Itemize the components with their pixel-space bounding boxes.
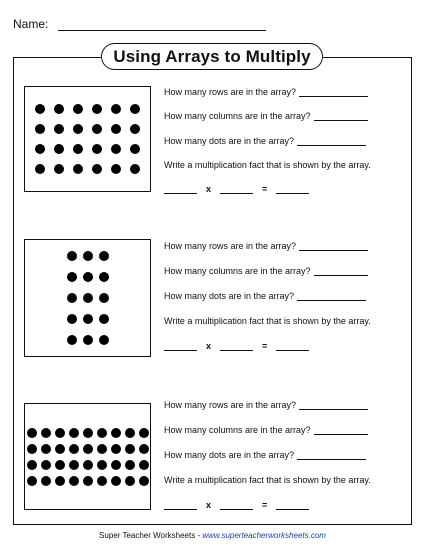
array-dot xyxy=(97,428,107,438)
answer-blank-columns-1[interactable] xyxy=(314,112,368,121)
array-dot xyxy=(69,476,79,486)
factor-blank-1a[interactable] xyxy=(164,185,197,194)
array-dot xyxy=(111,164,121,174)
array-dot xyxy=(130,124,140,134)
question-dots-2: How many dots are in the array? xyxy=(164,291,366,301)
array-dot xyxy=(92,124,102,134)
array-dot xyxy=(111,428,121,438)
title-right-tick xyxy=(322,57,334,59)
array-dot xyxy=(83,476,93,486)
array-dot xyxy=(111,104,121,114)
question-rows-2: How many rows are in the array? xyxy=(164,241,368,251)
array-dot xyxy=(83,428,93,438)
array-dot xyxy=(92,104,102,114)
title-left-tick xyxy=(90,57,102,59)
question-columns-3: How many columns are in the array? xyxy=(164,425,368,435)
question-columns-2: How many columns are in the array? xyxy=(164,266,368,276)
array-dot xyxy=(83,293,93,303)
question-dots-1: How many dots are in the array? xyxy=(164,136,366,146)
array-dot xyxy=(83,251,93,261)
array-dot xyxy=(125,428,135,438)
array-dot xyxy=(97,476,107,486)
array-dot xyxy=(92,164,102,174)
dot-array-box-3 xyxy=(24,403,151,510)
answer-blank-rows-3[interactable] xyxy=(299,401,368,410)
array-dot xyxy=(27,460,37,470)
factor-blank-3a[interactable] xyxy=(164,501,197,510)
array-dot xyxy=(111,124,121,134)
answer-blank-dots-1[interactable] xyxy=(297,137,366,146)
answer-blank-dots-2[interactable] xyxy=(297,292,366,301)
array-dot xyxy=(92,144,102,154)
product-blank-3[interactable] xyxy=(276,501,309,510)
instruction-2: Write a multiplication fact that is shown by the array. xyxy=(164,316,371,326)
footer-brand: Super Teacher Worksheets - xyxy=(99,531,203,540)
array-dot xyxy=(35,144,45,154)
equals-sign: = xyxy=(262,341,268,351)
array-dot xyxy=(41,444,51,454)
question-rows-3: How many rows are in the array? xyxy=(164,400,368,410)
multiplication-fact-2 xyxy=(164,341,309,351)
factor-blank-2b[interactable] xyxy=(220,342,253,351)
product-blank-1[interactable] xyxy=(276,185,309,194)
array-dot xyxy=(130,144,140,154)
array-dot xyxy=(111,460,121,470)
array-dot xyxy=(27,476,37,486)
array-dot xyxy=(139,476,149,486)
answer-blank-dots-3[interactable] xyxy=(297,451,366,460)
array-dot xyxy=(55,428,65,438)
name-field[interactable] xyxy=(58,20,266,31)
footer-url[interactable]: www.superteacherworksheets.com xyxy=(202,531,326,540)
array-dot xyxy=(111,444,121,454)
dot-array-box-2 xyxy=(24,239,151,357)
array-dot xyxy=(35,164,45,174)
array-dot xyxy=(35,124,45,134)
times-sign: x xyxy=(206,341,212,351)
array-dot xyxy=(41,428,51,438)
array-dot xyxy=(83,335,93,345)
array-dot xyxy=(83,460,93,470)
array-dot xyxy=(67,314,77,324)
name-label: Name: xyxy=(13,17,49,31)
array-dot xyxy=(97,460,107,470)
array-dot xyxy=(27,444,37,454)
worksheet-title: Using Arrays to Multiply xyxy=(113,46,311,66)
array-dot xyxy=(67,251,77,261)
array-dot xyxy=(67,335,77,345)
factor-blank-2a[interactable] xyxy=(164,342,197,351)
array-dot xyxy=(83,444,93,454)
answer-blank-rows-2[interactable] xyxy=(299,242,368,251)
array-dot xyxy=(111,144,121,154)
array-dot xyxy=(55,460,65,470)
question-rows-1: How many rows are in the array? xyxy=(164,87,368,97)
array-dot xyxy=(54,164,64,174)
array-dot xyxy=(130,164,140,174)
factor-blank-3b[interactable] xyxy=(220,501,253,510)
answer-blank-columns-2[interactable] xyxy=(314,267,368,276)
times-sign: x xyxy=(206,184,212,194)
array-dot xyxy=(99,251,109,261)
times-sign: x xyxy=(206,500,212,510)
array-dot xyxy=(125,476,135,486)
array-dot xyxy=(83,314,93,324)
array-dot xyxy=(55,476,65,486)
array-dot xyxy=(125,460,135,470)
answer-blank-columns-3[interactable] xyxy=(314,426,368,435)
array-dot xyxy=(67,272,77,282)
array-dot xyxy=(55,444,65,454)
instruction-3: Write a multiplication fact that is shown by the array. xyxy=(164,475,371,485)
name-row xyxy=(13,17,266,31)
multiplication-fact-1 xyxy=(164,184,309,194)
array-dot xyxy=(35,104,45,114)
array-dot xyxy=(69,460,79,470)
array-dot xyxy=(54,124,64,134)
answer-blank-rows-1[interactable] xyxy=(299,88,368,97)
array-dot xyxy=(99,293,109,303)
equals-sign: = xyxy=(262,500,268,510)
multiplication-fact-3 xyxy=(164,500,309,510)
footer xyxy=(0,531,425,540)
array-dot xyxy=(54,104,64,114)
array-dot xyxy=(125,444,135,454)
factor-blank-1b[interactable] xyxy=(220,185,253,194)
array-dot xyxy=(69,444,79,454)
array-dot xyxy=(73,104,83,114)
instruction-1: Write a multiplication fact that is shown by the array. xyxy=(164,160,371,170)
title-banner xyxy=(101,43,323,70)
array-dot xyxy=(139,460,149,470)
array-dot xyxy=(99,272,109,282)
array-dot xyxy=(139,444,149,454)
product-blank-2[interactable] xyxy=(276,342,309,351)
array-dot xyxy=(73,164,83,174)
array-dot xyxy=(73,124,83,134)
array-dot xyxy=(139,428,149,438)
array-dot xyxy=(69,428,79,438)
array-dot xyxy=(111,476,121,486)
question-dots-3: How many dots are in the array? xyxy=(164,450,366,460)
dot-array-box-1 xyxy=(24,86,151,192)
array-dot xyxy=(99,314,109,324)
equals-sign: = xyxy=(262,184,268,194)
array-dot xyxy=(41,460,51,470)
array-dot xyxy=(73,144,83,154)
array-dot xyxy=(54,144,64,154)
array-dot xyxy=(41,476,51,486)
question-columns-1: How many columns are in the array? xyxy=(164,111,368,121)
array-dot xyxy=(67,293,77,303)
array-dot xyxy=(27,428,37,438)
array-dot xyxy=(130,104,140,114)
array-dot xyxy=(99,335,109,345)
array-dot xyxy=(83,272,93,282)
array-dot xyxy=(97,444,107,454)
